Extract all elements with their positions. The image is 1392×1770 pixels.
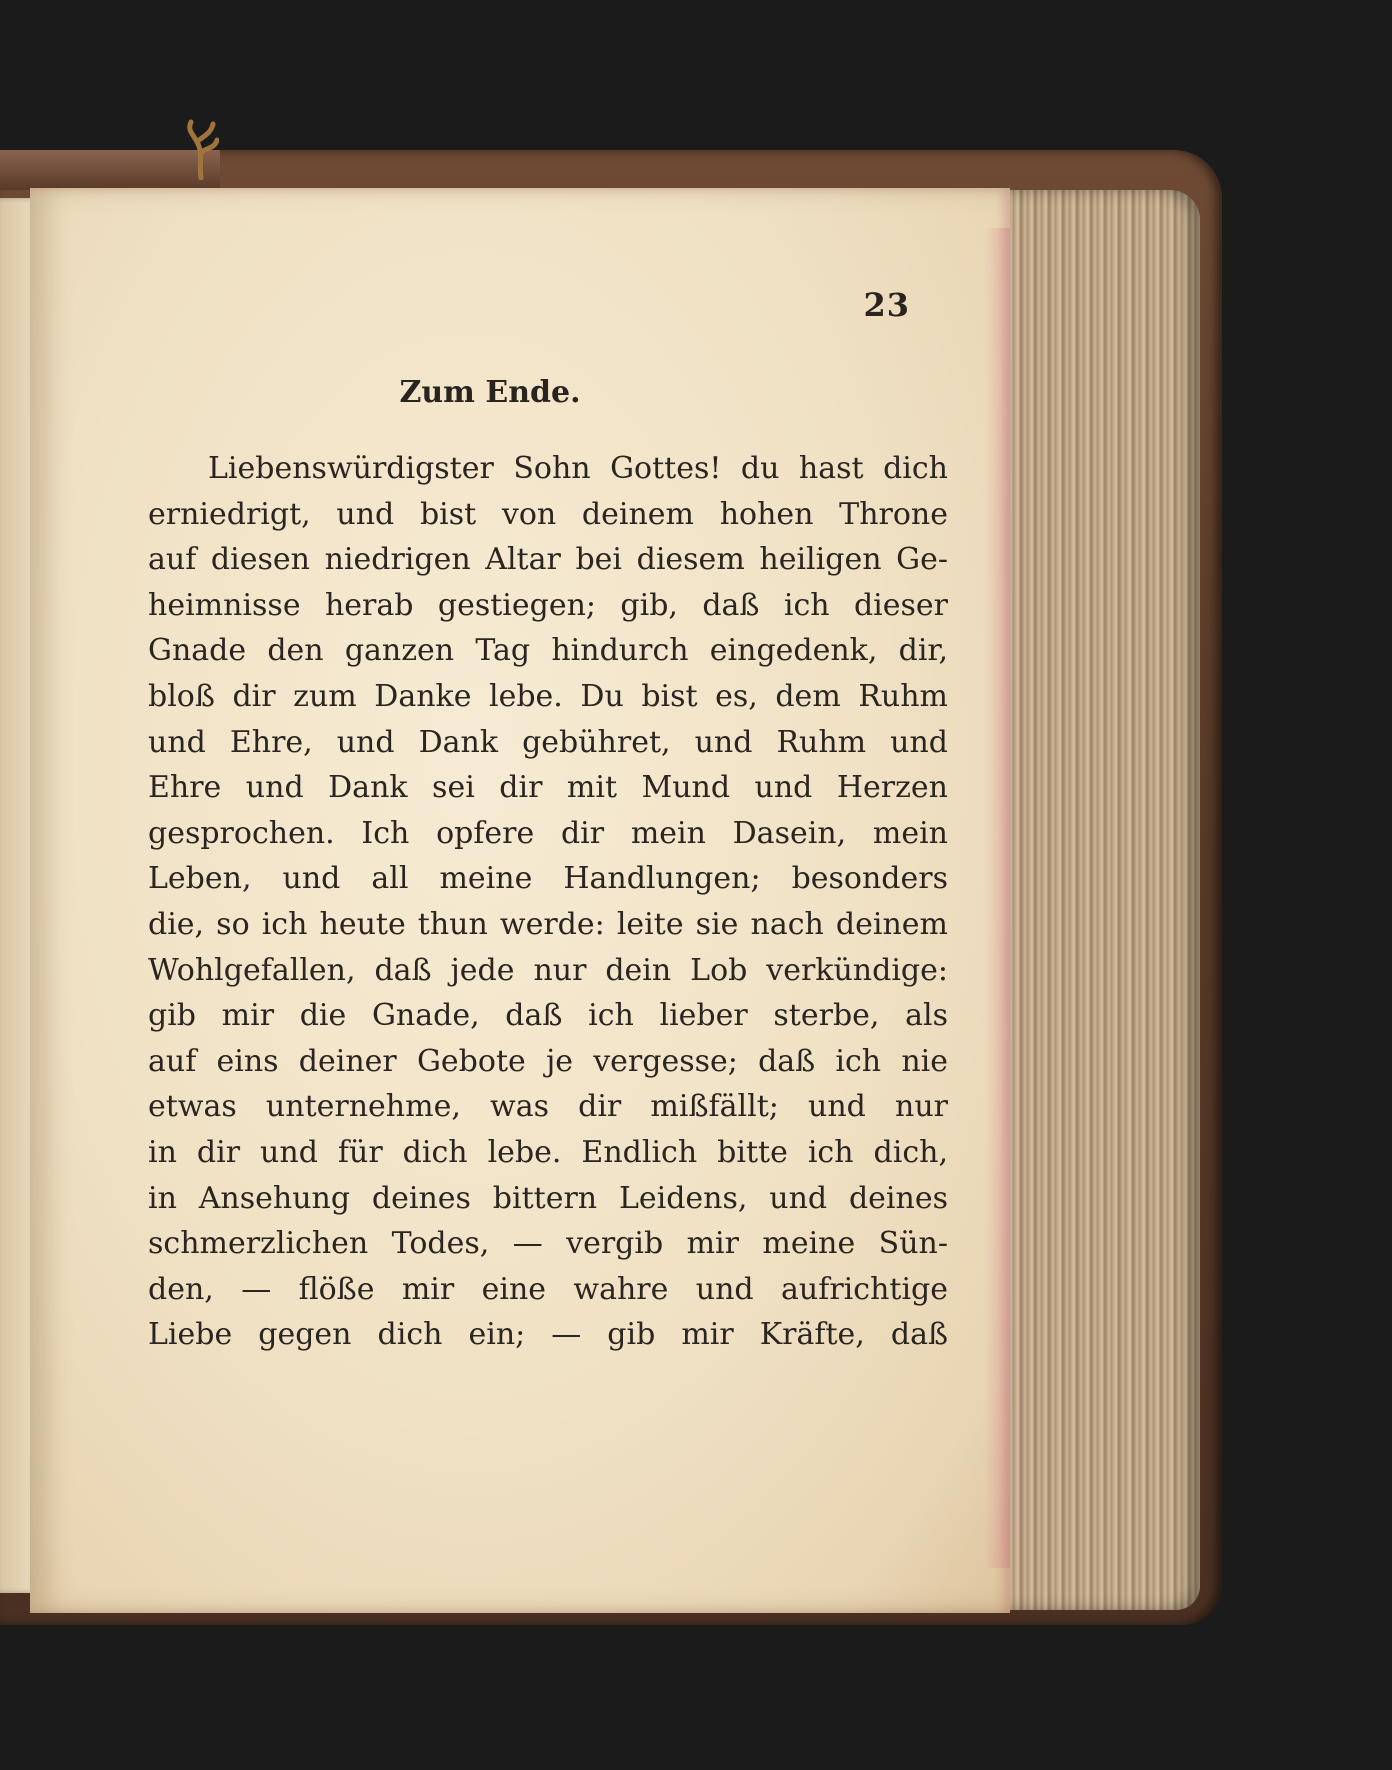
text-line: bloß dir zum Danke lebe. Du bist es, dem Ruhm <box>148 678 948 714</box>
page-heading: Zum Ende. <box>399 375 581 410</box>
text-line: den, — flöße mir eine wahre und aufrichtige <box>148 1271 948 1307</box>
text-line: heimnisse herab gestiegen; gib, daß ich dieser <box>148 587 948 623</box>
text-line: in Ansehung deines bittern Leidens, und deines <box>148 1180 948 1216</box>
text-line: die, so ich heute thun werde: leite sie nach deinem <box>148 906 948 942</box>
text-line: in dir und für dich lebe. Endlich bitte ich dich, <box>148 1134 948 1170</box>
page-number: 23 <box>863 286 910 324</box>
text-line: Gnade den ganzen Tag hindurch eingedenk, dir, <box>148 633 948 669</box>
text-line: auf diesen niedrigen Altar bei diesem heiligen Ge- <box>148 542 948 578</box>
text-line: Ehre und Dank sei dir mit Mund und Herzen <box>148 770 948 806</box>
text-line: schmerzlichen Todes, — vergib mir meine Sün- <box>148 1226 948 1262</box>
bookmark-thread-icon <box>183 112 219 180</box>
text-line: etwas unternehme, was dir mißfällt; und nur <box>148 1089 948 1125</box>
text-line: und Ehre, und Dank gebühret, und Ruhm und <box>148 724 948 760</box>
text-line: erniedrigt, und bist von deinem hohen Throne <box>148 496 948 532</box>
text-line: Liebe gegen dich ein; — gib mir Kräfte, daß <box>148 1317 948 1353</box>
text-line: Liebenswürdigster Sohn Gottes! du hast dich <box>208 451 948 486</box>
text-line: gesprochen. Ich opfere dir mein Dasein, mein <box>148 815 948 851</box>
text-line: Leben, und all meine Handlungen; besonders <box>148 861 948 897</box>
text-line: Wohlgefallen, daß jede nur dein Lob verkündige: <box>148 952 948 988</box>
page-edges <box>1000 190 1200 1610</box>
book-page <box>30 188 1010 1613</box>
body-text <box>148 446 948 1358</box>
text-line: auf eins deiner Gebote je vergesse; daß ich nie <box>148 1043 948 1079</box>
text-line: gib mir die Gnade, daß ich lieber sterbe, als <box>148 998 948 1034</box>
